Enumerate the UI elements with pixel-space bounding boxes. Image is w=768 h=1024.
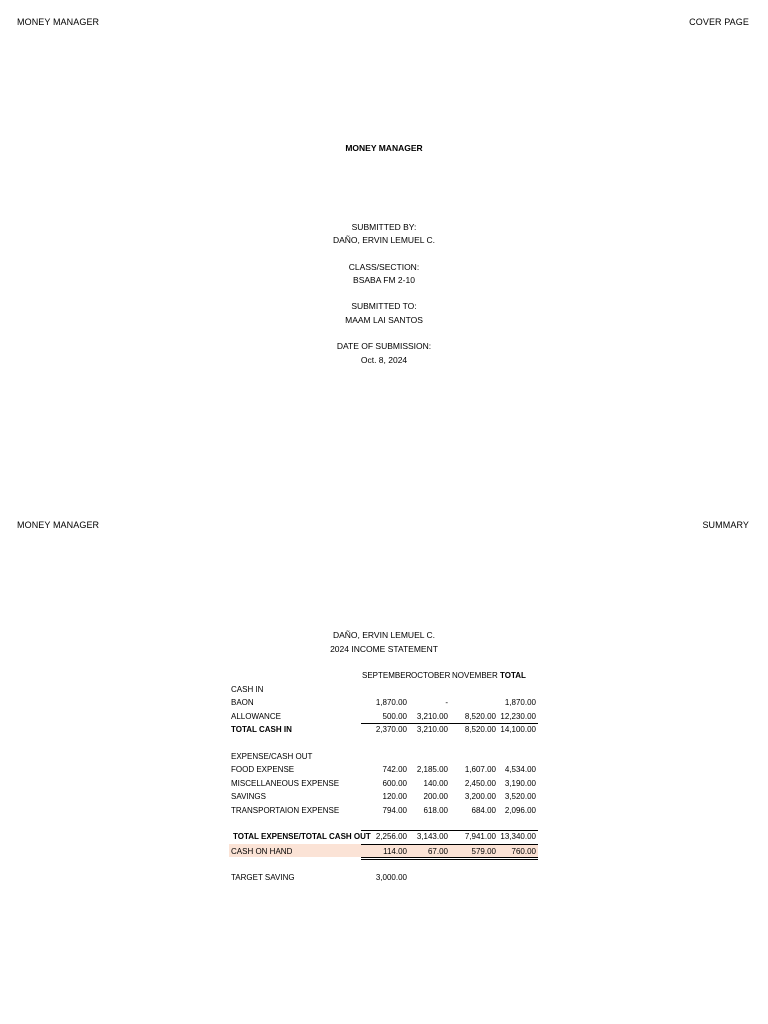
row-label: BAON	[231, 698, 254, 707]
table-cell: 1,607.00	[464, 765, 496, 774]
column-header: SEPTEMBER	[362, 671, 412, 680]
table-cell: 3,190.00	[504, 779, 536, 788]
header-app-title: MONEY MANAGER	[17, 520, 100, 530]
student-name: DAÑO, ERVIN LEMUEL C.	[332, 630, 436, 640]
table-cell: 3,210.00	[416, 712, 448, 721]
table-cell: 13,340.00	[500, 832, 536, 841]
table-cell: 4,534.00	[504, 765, 536, 774]
cover-title: MONEY MANAGER	[345, 143, 423, 153]
table-cell: 8,520.00	[464, 725, 496, 734]
submitted-by-label: SUBMITTED BY:	[351, 222, 417, 232]
rule-line	[361, 859, 538, 860]
column-header: NOVEMBER	[452, 671, 498, 680]
table-cell: 1,870.00	[504, 698, 536, 707]
header-page-name: SUMMARY	[702, 520, 749, 530]
table-cell: 760.00	[511, 847, 536, 856]
column-header: TOTAL	[500, 671, 526, 680]
submitted-to-value: MAAM LAI SANTOS	[345, 315, 423, 325]
table-cell: 3,000.00	[375, 873, 407, 882]
row-label: ALLOWANCE	[231, 712, 281, 721]
class-section-label: CLASS/SECTION:	[348, 262, 420, 272]
row-label: TARGET SAVING	[231, 873, 295, 882]
row-label: CASH ON HAND	[231, 847, 293, 856]
table-cell: 2,370.00	[375, 725, 407, 734]
table-cell: 2,185.00	[416, 765, 448, 774]
row-label: MISCELLANEOUS EXPENSE	[231, 779, 340, 788]
table-cell: 794.00	[382, 806, 407, 815]
table-cell: 2,450.00	[464, 779, 496, 788]
table-cell: 14,100.00	[500, 725, 536, 734]
header-app-title: MONEY MANAGER	[17, 17, 100, 27]
table-cell: 3,520.00	[504, 792, 536, 801]
table-cell: 618.00	[423, 806, 448, 815]
statement-title: 2024 INCOME STATEMENT	[330, 644, 438, 654]
table-cell: 684.00	[471, 806, 496, 815]
table-cell: 2,096.00	[504, 806, 536, 815]
submitted-to-label: SUBMITTED TO:	[351, 301, 417, 311]
table-cell: 500.00	[382, 712, 407, 721]
submitted-by-value: DAÑO, ERVIN LEMUEL C.	[332, 235, 436, 245]
table-cell: 3,200.00	[464, 792, 496, 801]
class-section-value: BSABA FM 2-10	[353, 275, 415, 285]
section-heading: EXPENSE/CASH OUT	[231, 752, 313, 761]
row-label: TOTAL CASH IN	[231, 725, 292, 734]
table-cell: 12,230.00	[500, 712, 536, 721]
table-cell: 3,210.00	[416, 725, 448, 734]
date-of-submission-label: DATE OF SUBMISSION:	[336, 341, 432, 351]
table-cell: 579.00	[471, 847, 496, 856]
table-cell: -	[445, 698, 448, 707]
header-page-name: COVER PAGE	[689, 17, 749, 27]
row-label: TOTAL EXPENSE/TOTAL CASH OUT	[233, 832, 371, 841]
table-cell: 3,143.00	[416, 832, 448, 841]
table-cell: 67.00	[427, 847, 448, 856]
table-cell: 7,941.00	[464, 832, 496, 841]
row-label: TRANSPORTAION EXPENSE	[231, 806, 340, 815]
table-cell: 2,256.00	[375, 832, 407, 841]
table-cell: 120.00	[382, 792, 407, 801]
table-cell: 200.00	[423, 792, 448, 801]
table-cell: 140.00	[423, 779, 448, 788]
table-cell: 742.00	[382, 765, 407, 774]
date-of-submission-value: Oct. 8, 2024	[360, 355, 408, 365]
row-label: FOOD EXPENSE	[231, 765, 295, 774]
table-cell: 600.00	[382, 779, 407, 788]
section-heading: CASH IN	[231, 685, 264, 694]
row-label: SAVINGS	[231, 792, 266, 801]
table-cell: 8,520.00	[464, 712, 496, 721]
column-header: OCTOBER	[411, 671, 451, 680]
table-cell: 1,870.00	[375, 698, 407, 707]
table-cell: 114.00	[383, 847, 407, 856]
